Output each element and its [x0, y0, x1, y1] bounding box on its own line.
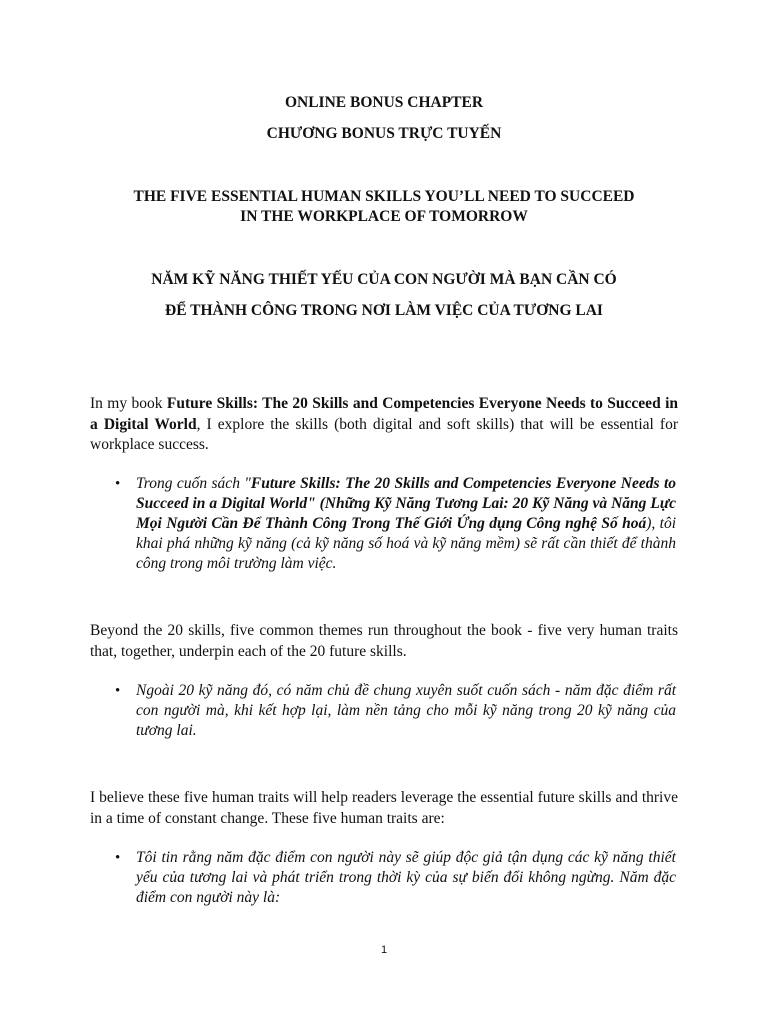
title-en-line2: IN THE WORKPLACE OF TOMORROW [240, 208, 528, 225]
bullet-1-book-title: Future Skills: The 20 Skills and Competencies Everyone Needs to Succeed in a Digital World" (Những Kỹ Năng Tương Lai: 20 Kỹ Năng và Năng Lực Mọi Người Cần Để Thành Công Trong Thế Giới Ứng dụng Công nghệ Số hoá [136, 475, 677, 532]
intro-book-title: Future Skills: The 20 Skills and Competencies Everyone Needs to Succeed in a Digital World [90, 395, 679, 433]
title-en-line1: THE FIVE ESSENTIAL HUMAN SKILLS YOU’LL NEED TO SUCCEED [133, 188, 635, 205]
bullet-2-text: Ngoài 20 kỹ năng đó, có năm chủ đề chung xuyên suốt cuốn sách - năm đặc điểm rất con người mà, khi kết hợp lại, làm nền tảng cho mỗi kỹ năng trong 20 kỹ năng của tương lai. [136, 682, 676, 739]
intro-prefix: In my book [90, 395, 167, 412]
belief-paragraph: I believe these five human traits will help readers leverage the essential future skills and thrive in a time of constant change. These five human traits are: [90, 789, 678, 827]
bonus-chapter-heading-en: ONLINE BONUS CHAPTER [284, 94, 484, 111]
intro-paragraph [90, 394, 678, 456]
bullet-1-suffix: ), tôi khai phá những kỹ năng (cả kỹ năng số hoá và kỹ năng mềm) sẽ rất cần thiết để thành công trong môi trường làm việc. [136, 515, 677, 572]
page-number: 1 [380, 944, 388, 956]
title-vi-line2: ĐỂ THÀNH CÔNG TRONG NƠI LÀM VIỆC CỦA TƯƠNG LAI [165, 302, 603, 319]
bullet-1-text [136, 474, 676, 574]
bullet-1-prefix: Trong cuốn sách " [136, 475, 251, 492]
bullet-marker-1: • [115, 476, 121, 492]
intro-suffix: , I explore the skills (both digital and soft skills) that will be essential for workplace success. [90, 415, 678, 453]
bonus-chapter-heading-vi: CHƯƠNG BONUS TRỰC TUYẾN [266, 125, 502, 142]
beyond-paragraph: Beyond the 20 skills, five common themes run throughout the book - five very human traits that, together, underpin each of the 20 future skills. [90, 622, 678, 660]
bullet-3-text: Tôi tin rằng năm đặc điểm con người này sẽ giúp độc giả tận dụng các kỹ năng thiết yếu của tương lai và phát triển trong thời kỳ của sự biến đổi không ngừng. Năm đặc điểm con người này là: [136, 849, 676, 906]
title-vi-line1: NĂM KỸ NĂNG THIẾT YẾU CỦA CON NGƯỜI MÀ BẠN CẦN CÓ [151, 271, 617, 288]
bullet-marker-3: • [115, 850, 121, 866]
bullet-marker-2: • [115, 683, 121, 699]
